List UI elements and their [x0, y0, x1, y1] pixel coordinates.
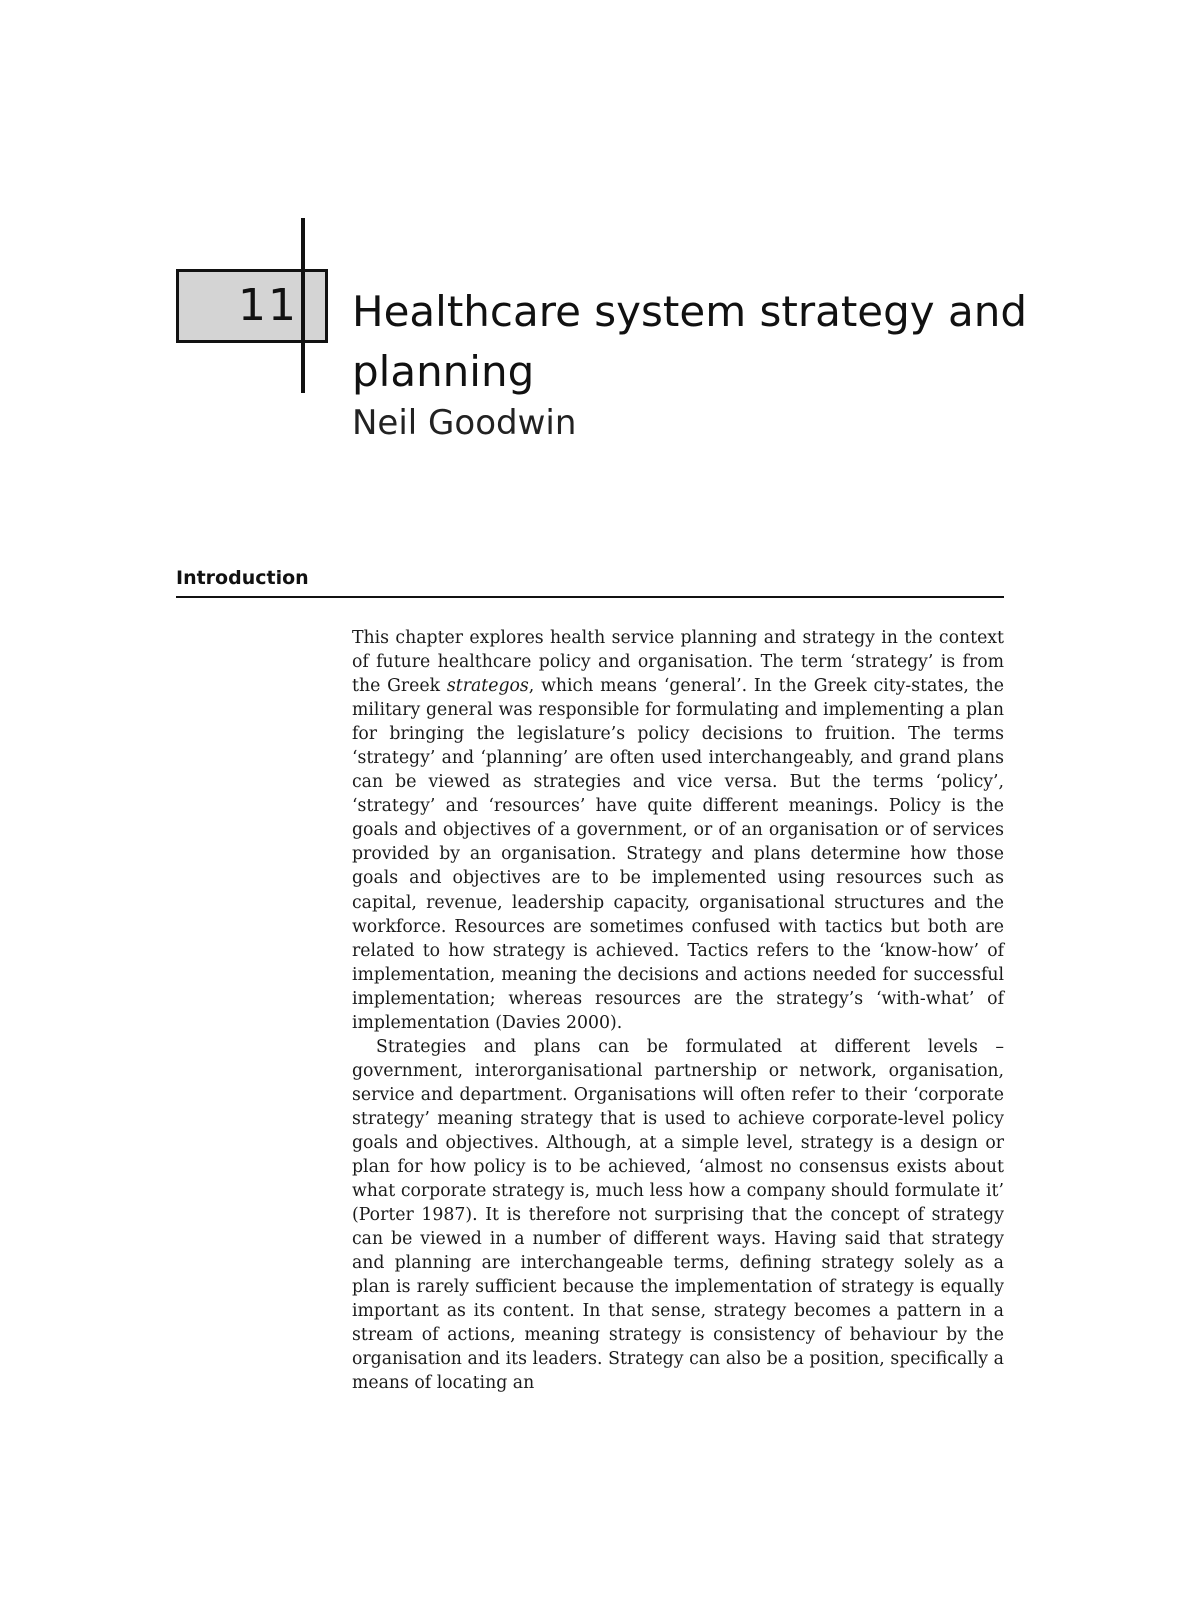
chapter-author: Neil Goodwin: [352, 403, 577, 443]
body-text: [352, 626, 1004, 1396]
chapter-title: Healthcare system strategy and planning: [352, 287, 1028, 396]
chapter-divider-bar: [301, 218, 305, 393]
paragraph-1-italic-term: strategos: [446, 676, 529, 697]
paragraph-1: [352, 626, 1004, 1035]
section-heading: Introduction: [176, 567, 309, 589]
chapter-number: 11: [238, 280, 298, 331]
paragraph-2: Strategies and plans can be formulated at different levels – government, interorganisational partnership or network, organisation, service and department. Organisations will often refer to their ‘corporate strategy’ meaning strategy that is used to achieve corporate-level policy goals and objectives. Although, at a simple level, strategy is a design or plan for how policy is to be achieved, ‘almost no consensus exists about what corporate strategy is, much less how a company should formulate it’ (Porter 1987). It is therefore not surprising that the concept of strategy can be viewed in a number of different ways. Having said that strategy and planning are interchangeable terms, defining strategy solely as a plan is rarely sufficient because the implementation of strategy is equally important as its content. In that sense, strategy becomes a pattern in a stream of actions, meaning strategy is consistency of behaviour by the organisation and its leaders. Strategy can also be a position, specifically a means of locating an: [352, 1036, 1004, 1394]
paragraph-1-part-b: , which means ‘general’. In the Greek city-states, the military general was responsible for formulating and implementing a plan for bringing the legislature’s policy decisions to fruition. The terms ‘strategy’ and ‘planning’ are often used interchangeably, and grand plans can be viewed as strategies and vice versa. But the terms ‘policy’, ‘strategy’ and ‘resources’ have quite different meanings. Policy is the goals and objectives of a government, or of an organisation or of services provided by an organisation. Strategy and plans determine how those goals and objectives are to be implemented using resources such as capital, revenue, leadership capacity, organisational structures and the workforce. Resources are sometimes confused with tactics but both are related to how strategy is achieved. Tactics refers to the ‘know-how’ of implementation, meaning the decisions and actions needed for successful implementation; whereas resources are the strategy’s ‘with-what’ of implementation (Davies 2000).: [352, 676, 1004, 1033]
section-rule: [176, 596, 1004, 598]
paragraph-1-part-a: This chapter explores health service planning and strategy in the context of future healthcare policy and organisation. The term ‘strategy’ is from the Greek: [352, 628, 1004, 697]
